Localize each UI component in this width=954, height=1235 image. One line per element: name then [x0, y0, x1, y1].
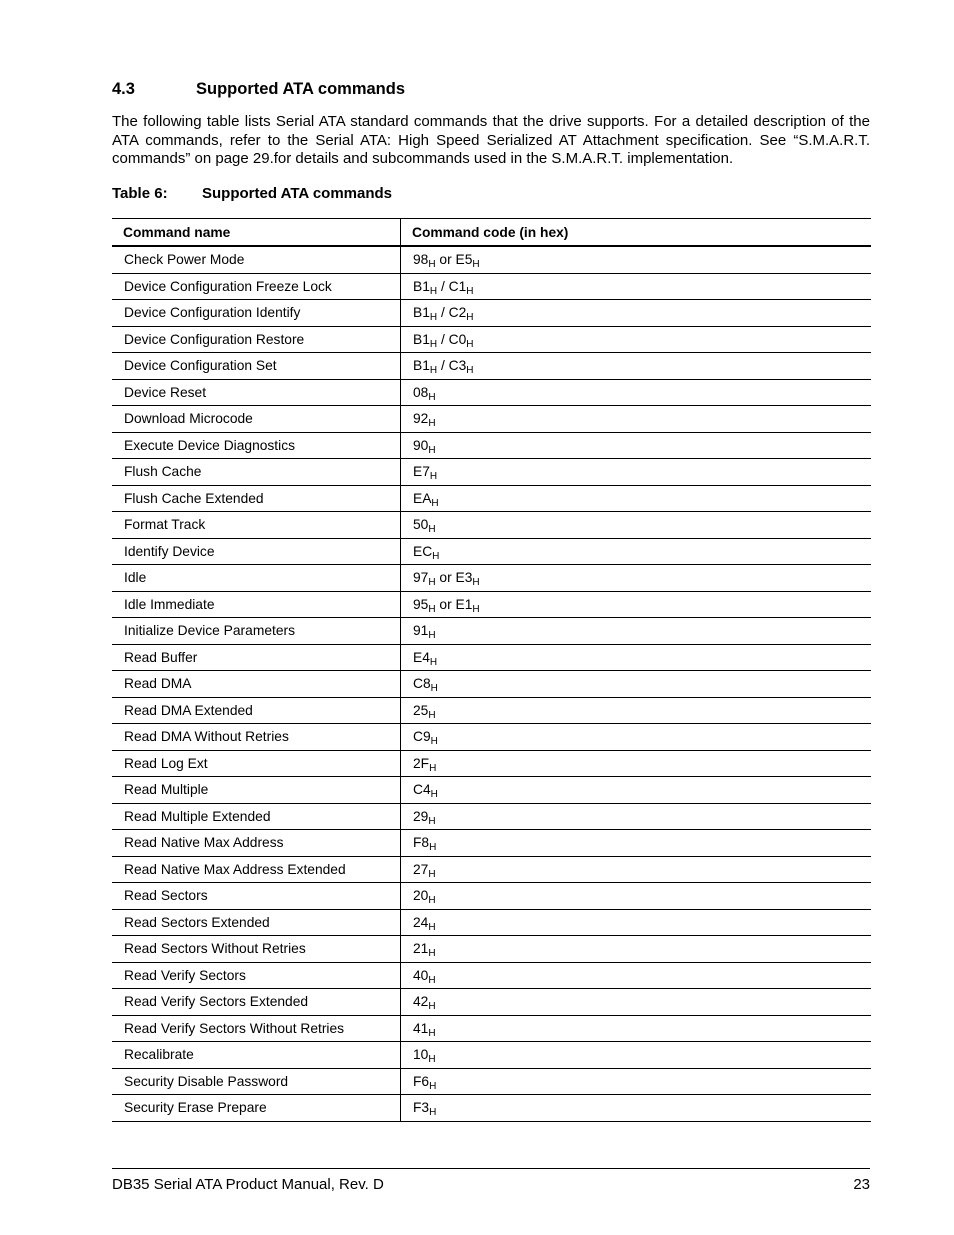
command-name-cell: Read DMA Extended [112, 697, 401, 724]
table-row [112, 909, 871, 936]
command-name-cell: Read Native Max Address Extended [112, 856, 401, 883]
command-code-cell [401, 246, 872, 273]
table-row [112, 512, 871, 539]
code-value: B1 [413, 358, 430, 374]
page-number: 23 [853, 1176, 870, 1193]
table-row [112, 830, 871, 857]
hex-subscript: H [428, 974, 436, 986]
hex-subscript: H [472, 603, 480, 615]
hex-subscript: H [429, 656, 438, 668]
command-name-cell: Device Configuration Restore [112, 326, 401, 353]
command-name-cell: Idle Immediate [112, 591, 401, 618]
hex-subscript: H [429, 365, 438, 377]
command-name-cell: Execute Device Diagnostics [112, 432, 401, 459]
command-name-cell: Identify Device [112, 538, 401, 565]
command-code-cell [401, 1042, 872, 1069]
table-row [112, 936, 871, 963]
command-name-cell: Security Disable Password [112, 1068, 401, 1095]
table-row [112, 538, 871, 565]
code-value: EA [413, 490, 432, 506]
section-number: 4.3 [112, 80, 135, 98]
hex-subscript: H [429, 762, 437, 774]
command-code-cell [401, 909, 872, 936]
code-value: 97 [413, 570, 429, 586]
hex-subscript: H [466, 338, 474, 350]
command-code-cell [401, 644, 872, 671]
code-value: C8 [413, 676, 431, 692]
hex-subscript: H [428, 391, 436, 403]
code-value: 90 [413, 437, 429, 453]
command-name-cell: Read Verify Sectors Extended [112, 989, 401, 1016]
code-value: 20 [413, 888, 429, 904]
footer-title: DB35 Serial ATA Product Manual, Rev. D [112, 1176, 384, 1193]
code-value: / C3 [437, 358, 467, 374]
table-row [112, 300, 871, 327]
command-code-cell [401, 803, 872, 830]
command-name-cell: Device Reset [112, 379, 401, 406]
command-code-cell [401, 830, 872, 857]
table-row [112, 565, 871, 592]
code-value: 92 [413, 411, 429, 427]
table-row [112, 644, 871, 671]
code-value: / C2 [437, 305, 467, 321]
table-row [112, 962, 871, 989]
table-row [112, 1068, 871, 1095]
table-caption-title: Supported ATA commands [202, 185, 393, 202]
code-value: or E3 [435, 570, 473, 586]
section-title: Supported ATA commands [196, 80, 406, 98]
command-name-cell: Read DMA [112, 671, 401, 698]
command-name-cell: Read Log Ext [112, 750, 401, 777]
command-code-cell [401, 591, 872, 618]
command-code-cell [401, 300, 872, 327]
command-name-cell: Check Power Mode [112, 246, 401, 273]
hex-subscript: H [428, 948, 436, 960]
hex-subscript: H [472, 577, 480, 589]
hex-subscript: H [428, 868, 436, 880]
command-name-cell: Initialize Device Parameters [112, 618, 401, 645]
table-row [112, 379, 871, 406]
table-header-row [112, 219, 871, 247]
command-code-cell [401, 724, 872, 751]
code-value: 41 [413, 1020, 429, 1036]
command-code-cell [401, 777, 872, 804]
hex-subscript: H [428, 1001, 436, 1013]
command-code-cell [401, 1015, 872, 1042]
table-row [112, 724, 871, 751]
code-value: 40 [413, 967, 429, 983]
command-name-cell: Read Sectors Extended [112, 909, 401, 936]
command-code-cell [401, 379, 872, 406]
code-value: 98 [413, 252, 429, 268]
command-code-cell [401, 432, 872, 459]
table-row [112, 618, 871, 645]
command-name-cell: Flush Cache [112, 459, 401, 486]
command-code-cell [401, 962, 872, 989]
table-row [112, 432, 871, 459]
table-row [112, 246, 871, 273]
command-code-cell [401, 565, 872, 592]
command-name-cell: Recalibrate [112, 1042, 401, 1069]
table-row [112, 406, 871, 433]
table-body [112, 246, 871, 1121]
table-row [112, 459, 871, 486]
table-row [112, 989, 871, 1016]
code-value: B1 [413, 305, 430, 321]
hex-subscript: H [466, 312, 474, 324]
code-value: F6 [413, 1073, 430, 1089]
hex-subscript: H [430, 683, 438, 695]
hex-subscript: H [428, 895, 436, 907]
table-caption [112, 185, 392, 202]
hex-subscript: H [428, 524, 436, 536]
table-row [112, 803, 871, 830]
code-value: or E5 [435, 252, 473, 268]
hex-subscript: H [428, 815, 436, 827]
code-value: 2F [413, 755, 430, 771]
hex-subscript: H [428, 1027, 436, 1039]
section-heading [112, 80, 405, 99]
hex-subscript: H [428, 577, 436, 589]
hex-subscript: H [428, 418, 436, 430]
code-value: C4 [413, 782, 431, 798]
code-value: 29 [413, 808, 429, 824]
command-name-cell: Read DMA Without Retries [112, 724, 401, 751]
table-row [112, 273, 871, 300]
command-code-cell [401, 856, 872, 883]
code-value: 91 [413, 623, 429, 639]
table-row [112, 591, 871, 618]
table-row [112, 697, 871, 724]
command-code-cell [401, 353, 872, 380]
command-code-cell [401, 406, 872, 433]
table-row [112, 856, 871, 883]
hex-subscript: H [429, 312, 438, 324]
table-caption-label: Table 6: [112, 185, 168, 202]
code-value: EC [413, 543, 433, 559]
code-value: 27 [413, 861, 429, 877]
command-code-cell [401, 671, 872, 698]
command-code-cell [401, 485, 872, 512]
command-name-cell: Read Sectors Without Retries [112, 936, 401, 963]
command-code-cell [401, 459, 872, 486]
table-row [112, 671, 871, 698]
table-row [112, 883, 871, 910]
command-name-cell: Device Configuration Freeze Lock [112, 273, 401, 300]
command-name-cell: Device Configuration Set [112, 353, 401, 380]
code-value: F3 [413, 1100, 430, 1116]
hex-subscript: H [472, 259, 480, 271]
command-name-cell: Device Configuration Identify [112, 300, 401, 327]
hex-subscript: H [429, 285, 438, 297]
code-value: / C0 [437, 331, 467, 347]
command-name-cell: Read Sectors [112, 883, 401, 910]
command-code-cell [401, 1068, 872, 1095]
command-code-cell [401, 989, 872, 1016]
code-value: / C1 [437, 278, 467, 294]
command-code-cell [401, 936, 872, 963]
code-value: B1 [413, 278, 430, 294]
hex-subscript: H [428, 603, 436, 615]
command-name-cell: Flush Cache Extended [112, 485, 401, 512]
table-row [112, 326, 871, 353]
code-value: 08 [413, 384, 429, 400]
code-value: 50 [413, 517, 429, 533]
hex-subscript: H [428, 259, 436, 271]
hex-subscript: H [429, 338, 438, 350]
code-value: F8 [413, 835, 430, 851]
table-row [112, 1095, 871, 1122]
command-name-cell: Security Erase Prepare [112, 1095, 401, 1122]
code-value: B1 [413, 331, 430, 347]
command-name-cell: Read Native Max Address [112, 830, 401, 857]
command-name-cell: Read Verify Sectors [112, 962, 401, 989]
hex-subscript: H [429, 471, 438, 483]
command-code-cell [401, 326, 872, 353]
table-row [112, 1042, 871, 1069]
hex-subscript: H [428, 1054, 436, 1066]
table-row [112, 1015, 871, 1042]
command-name-cell: Download Microcode [112, 406, 401, 433]
code-value: E7 [413, 464, 430, 480]
command-name-cell: Format Track [112, 512, 401, 539]
command-code-cell [401, 618, 872, 645]
command-name-cell: Read Multiple [112, 777, 401, 804]
table-row [112, 353, 871, 380]
command-code-cell [401, 750, 872, 777]
command-code-cell [401, 697, 872, 724]
command-name-cell: Idle [112, 565, 401, 592]
command-code-cell [401, 538, 872, 565]
intro-paragraph: The following table lists Serial ATA standard commands that the drive supports. For a detailed description of the ATA commands, refer to the Serial ATA: High Speed Serialized AT Attachment specification. See “S.M.A.R.T. commands” on page 29.for details and subcommands used in the S.M.A.R.T. implementation. [112, 113, 870, 167]
commands-table [112, 218, 871, 1122]
hex-subscript: H [432, 550, 440, 562]
hex-subscript: H [428, 921, 436, 933]
code-value: 21 [413, 941, 429, 957]
hex-subscript: H [428, 709, 436, 721]
table-row [112, 777, 871, 804]
hex-subscript: H [431, 497, 439, 509]
table-row [112, 485, 871, 512]
hex-subscript: H [466, 365, 474, 377]
code-value: C9 [413, 729, 431, 745]
command-code-cell [401, 512, 872, 539]
hex-subscript: H [466, 285, 474, 297]
code-value: or E1 [435, 596, 473, 612]
hex-subscript: H [429, 842, 437, 854]
table-row [112, 750, 871, 777]
command-code-cell [401, 273, 872, 300]
hex-subscript: H [428, 630, 436, 642]
footer-divider [112, 1168, 870, 1169]
command-code-cell [401, 1095, 872, 1122]
code-value: 25 [413, 702, 429, 718]
hex-subscript: H [428, 444, 436, 456]
code-value: E4 [413, 649, 430, 665]
code-value: 24 [413, 914, 429, 930]
code-value: 42 [413, 994, 429, 1010]
command-code-cell [401, 883, 872, 910]
hex-subscript: H [430, 736, 438, 748]
code-value: 95 [413, 596, 429, 612]
header-command-code: Command code (in hex) [401, 219, 872, 247]
command-name-cell: Read Verify Sectors Without Retries [112, 1015, 401, 1042]
code-value: 10 [413, 1047, 429, 1063]
command-name-cell: Read Multiple Extended [112, 803, 401, 830]
header-command-name: Command name [112, 219, 401, 247]
hex-subscript: H [430, 789, 438, 801]
hex-subscript: H [429, 1107, 437, 1119]
hex-subscript: H [429, 1080, 437, 1092]
command-name-cell: Read Buffer [112, 644, 401, 671]
